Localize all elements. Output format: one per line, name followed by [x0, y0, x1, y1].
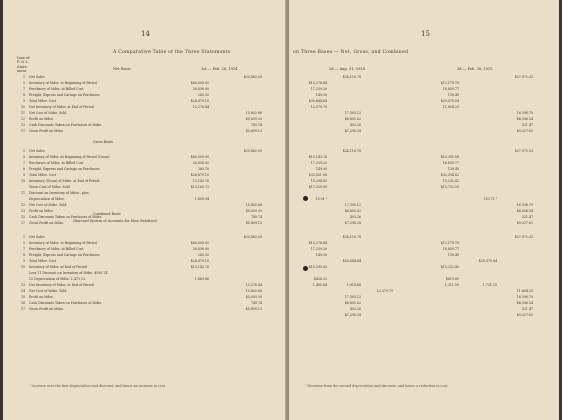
column-header-date: 1st — Feb. 28, 1914: [201, 67, 238, 71]
table-row: [289, 220, 559, 226]
cell-a: 149.00: [315, 167, 327, 171]
cell-a: 15,294.85: [310, 179, 327, 183]
cell-d: Net Inventory of Mdse. at End of Period: [29, 283, 94, 287]
left-page: [3, 0, 287, 420]
cell-a: $32,551.96: [308, 173, 327, 177]
cell-n: 10: [20, 179, 25, 183]
cell-a: $13,276.44: [308, 241, 327, 245]
cell-c1: $13,165.73: [190, 185, 209, 189]
cell-a: $30,684.64: [308, 99, 327, 103]
cell-c2: 15,802.66: [245, 111, 262, 115]
cell-c2: $20,862.05: [243, 75, 262, 79]
cell-e: 139.49: [447, 93, 459, 97]
cell-g: $8,506.54: [516, 209, 533, 213]
cell-d: Freight, Express and Cartage on Purchases: [29, 93, 100, 97]
cell-n: 17: [20, 221, 25, 225]
cell-n: 16: [20, 301, 25, 305]
cell-c2: $20,862.05: [243, 235, 262, 239]
cell-c2: $5,059.39: [245, 295, 262, 299]
column-header-feb: 3d — Feb. 28, 1915: [457, 67, 493, 71]
cell-d: Freight, Express and Cartage on Purchases: [29, 167, 100, 171]
cell-e: 15,232.42: [442, 179, 459, 183]
cell-a: 17,259.20: [310, 87, 327, 91]
cell-n: 13: [20, 283, 25, 287]
cell-e: 1,311.55: [444, 283, 459, 287]
cell-n: 5: [22, 81, 25, 85]
cell-g: 16,598.79: [516, 203, 533, 207]
cell-b: 493.26: [349, 307, 361, 311]
table-title-continued: on Three Bases — Net, Gross, and Combined: [293, 50, 409, 55]
cell-d: Depreciation of Mdse.: [29, 197, 65, 201]
table-title: A Comparative Table of the Three Statements: [113, 50, 231, 55]
cell-d: Net Sales: [29, 235, 45, 239]
cell-n: 17: [20, 307, 25, 311]
cell-f: 153.71 ¹: [483, 197, 497, 201]
cell-d: Gross Profit on Mdse.: [29, 221, 65, 225]
cell-c1: $60,000.00: [190, 155, 209, 159]
cell-g: 11,804.25: [516, 289, 533, 293]
page-number: 14: [141, 30, 150, 38]
cell-n: 7: [22, 87, 25, 91]
cell-g: 16,598.79: [516, 111, 533, 115]
cell-n: 13: [20, 209, 25, 213]
cell-n: 11: [20, 191, 25, 195]
cell-n: 9: [22, 259, 25, 263]
cell-d: Net Inventory of Mdse. at End of Period: [29, 105, 94, 109]
cell-c1: 13,143.76: [192, 179, 209, 183]
cell-d: Inventory of Mdse. at Beginning of Period: [29, 81, 97, 85]
cell-n: 8: [22, 167, 25, 171]
cell-e: $12,579.79: [440, 81, 459, 85]
footnote: ¹ Increase over the first depreciation and discount, and hence an increase in cost.: [29, 384, 166, 388]
cell-e: 11,804.25: [442, 105, 459, 109]
cell-b: 493.26: [349, 123, 361, 127]
cell-d: Cash Discounts Taken on Purchases of Mdse.: [29, 301, 103, 305]
cell-d: Net Cost of Mdse. Sold: [29, 203, 67, 207]
cell-d: Net Sales: [29, 149, 45, 153]
cell-n: 7: [22, 247, 25, 251]
cell-c2: 749.74: [250, 301, 262, 305]
cell-a: $13,276.44: [308, 81, 327, 85]
cell-d: Net Cost of Mdse. Sold: [29, 111, 67, 115]
cell-c1: $26,879.10: [190, 259, 209, 263]
cell-a: 149.00: [315, 253, 327, 257]
cell-d: Purchases of Mdse. at Billed Cost: [29, 161, 84, 165]
cell-c: 12,579.79: [376, 289, 393, 293]
cell-c2: $5,809.13: [245, 129, 262, 133]
cell-b: $6,805.02: [344, 301, 361, 305]
cell-d: Net Cost of Mdse. Sold: [29, 289, 67, 293]
cell-c2: 15,802.66: [245, 289, 262, 293]
cell-b: $30,684.64: [342, 259, 361, 263]
cell-a: 12,579.79: [310, 105, 327, 109]
cell-c1: $26,879.10: [190, 173, 209, 177]
cell-c1: 26,836.00: [192, 247, 209, 251]
cell-d: Cash Discounts Taken on Purchases of Mdse.: [29, 123, 103, 127]
cell-c2: $20,862.05: [243, 149, 262, 153]
cell-d: Total Mdse. Cost: [29, 99, 57, 103]
cell-e: $15,232.45: [440, 265, 459, 269]
cell-e: 16,859.77: [442, 87, 459, 91]
cell-a: 17,259.20: [310, 161, 327, 165]
cell-n: 12: [20, 117, 25, 121]
column-header-aug: 2d — Aug. 31, 1914: [329, 67, 365, 71]
right-page: [289, 0, 559, 420]
cell-c1: 263.10: [197, 253, 209, 257]
cell-e: 16,859.77: [442, 247, 459, 251]
cell-f: $29,579.04: [478, 259, 497, 263]
cell-d: Cash Discounts Taken on Purchases of Mdse.: [29, 215, 103, 219]
cell-n: 1: [22, 75, 25, 79]
cell-e: 16,859.77: [442, 161, 459, 165]
cell-a: 15.01 ¹: [315, 197, 327, 201]
cell-d: 12 Depreciation of Mdse. 1,473.12: [29, 277, 86, 281]
cell-g: 521.47: [521, 307, 533, 311]
cell-c1: $15,143.76: [190, 265, 209, 269]
cell-c1: 263.10: [197, 167, 209, 171]
cell-g: $9,027.61: [516, 313, 533, 317]
cell-g: $8,506.54: [516, 301, 533, 305]
cell-n: 5: [22, 155, 25, 159]
table-row: [3, 306, 287, 312]
cell-b: 493.26: [349, 215, 361, 219]
cell-d: Total Mdse. Cost: [29, 259, 57, 263]
cell-c1: $26,879.10: [190, 99, 209, 103]
cell-d: Gross Cost of Mdse. Sold: [29, 185, 70, 189]
column-side-label: Line of P. & L. State- ment: [17, 56, 30, 74]
table-row: [3, 128, 287, 134]
cell-n: 13: [20, 123, 25, 127]
cell-d: Profit on Mdse.: [29, 295, 54, 299]
cell-b: 1,914.88: [346, 283, 361, 287]
section-heading: Combined Basis: [93, 212, 121, 216]
column-header-net: Net Basis: [113, 67, 131, 71]
cell-c1: 26,836.00: [192, 87, 209, 91]
cell-a: $15,295.85: [308, 265, 327, 269]
cell-g: 16,598.79: [516, 295, 533, 299]
cell-b: 17,305.12: [344, 295, 361, 299]
cell-e: 139.49: [447, 167, 459, 171]
cell-b: $24,110.78: [342, 75, 361, 79]
cell-n: 12: [20, 203, 25, 207]
cell-b: $7,298.28: [344, 313, 361, 317]
cell-d: Less 11 Discount on Inventory of Mdse. $590.74: [29, 271, 108, 275]
cell-c1: $60,000.00: [190, 81, 209, 85]
cell-n: 15: [20, 215, 25, 219]
cell-n: 9: [22, 173, 25, 177]
cell-b: $6,805.02: [344, 209, 361, 213]
cell-e: $15,395.56: [440, 155, 459, 159]
cell-n: 1: [22, 235, 25, 239]
cell-d: Inventory (Gross) of Mdse. at End of Period: [29, 179, 100, 183]
cell-c2: $5,809.13: [245, 307, 262, 311]
table-row: [289, 312, 559, 318]
cell-c2: $5,809.13: [245, 221, 262, 225]
cell-e: $12,579.79: [440, 241, 459, 245]
cell-e: $29,579.04: [440, 99, 459, 103]
cell-c2: 749.74: [250, 123, 262, 127]
cell-b: $7,298.28: [344, 221, 361, 225]
cell-n: 10: [20, 105, 25, 109]
cell-b: $24,110.78: [342, 149, 361, 153]
cell-g: 521.47: [521, 215, 533, 219]
cell-d: Net Sales: [29, 75, 45, 79]
cell-d: Inventory of Mdse. at Beginning of Period (Gross): [29, 155, 110, 159]
cell-b: $7,298.28: [344, 129, 361, 133]
cell-n: 14: [20, 289, 25, 293]
cell-c1: 1,809.94: [194, 197, 209, 201]
cell-n: 9: [22, 99, 25, 103]
cell-c1: $60,000.00: [190, 241, 209, 245]
section-heading: Gross Basis: [93, 140, 114, 144]
cell-n: 8: [22, 253, 25, 257]
cell-c2: 15,802.66: [245, 203, 262, 207]
cell-g: $9,027.61: [516, 221, 533, 225]
cell-c1: 12,276.44: [192, 105, 209, 109]
cell-b: $6,805.02: [344, 117, 361, 121]
cell-c1: 263.10: [197, 93, 209, 97]
cell-c2: $5,059.39: [245, 209, 262, 213]
cell-n: 17: [20, 129, 25, 133]
cell-g: $9,027.61: [516, 129, 533, 133]
cell-e: $32,394.82: [440, 173, 459, 177]
cell-g: $27,972.33: [514, 75, 533, 79]
cell-d: Profit on Mdse.: [29, 209, 54, 213]
cell-e: 139.49: [447, 253, 459, 257]
cell-n: 1: [22, 149, 25, 153]
cell-n: 10: [20, 265, 25, 269]
cell-d: Profit on Mdse.: [29, 117, 54, 121]
cell-e: $619.60: [445, 277, 459, 281]
cell-d: Purchases of Mdse. at Billed Cost: [29, 247, 84, 251]
cell-c1: 26,836.00: [192, 161, 209, 165]
cell-d: Inventory of Mdse. at End of Period: [29, 265, 87, 269]
cell-c2: $5,059.39: [245, 117, 262, 121]
cell-n: 11: [20, 111, 25, 115]
cell-d: Gross Profit on Mdse.: [29, 307, 65, 311]
cell-c2: 13,276.44: [245, 283, 262, 287]
cell-a: 149.00: [315, 93, 327, 97]
cell-n: 7: [22, 161, 25, 165]
cell-d: Purchases of Mdse. at Billed Cost: [29, 87, 84, 91]
cell-b: 17,305.12: [344, 111, 361, 115]
cell-f: 1,731.15: [482, 283, 497, 287]
cell-d: Freight, Express and Cartage on Purchases: [29, 253, 100, 257]
cell-g: 521.47: [521, 123, 533, 127]
cell-n: 8: [22, 93, 25, 97]
table-row: [289, 128, 559, 134]
cell-d: Inventory of Mdse. at Beginning of Period: [29, 241, 97, 245]
cell-g: $27,972.33: [514, 149, 533, 153]
cell-a: 17,259.20: [310, 247, 327, 251]
section-subheading: (Harvard System of Accounts for Shoe Retailers): [73, 219, 158, 223]
cell-b: $24,110.78: [342, 235, 361, 239]
cell-a: $17,259.00: [308, 185, 327, 189]
cell-g: $8,506.54: [516, 117, 533, 121]
cell-n: 15: [20, 295, 25, 299]
cell-e: $15,752.50: [440, 185, 459, 189]
footnote: ¹ Decrease from the second depreciation and discount, and hence a reduction in cost.: [305, 384, 449, 388]
cell-g: $27,972.33: [514, 235, 533, 239]
cell-a: $15,143.76: [308, 155, 327, 159]
cell-c1: 1,869.86: [194, 277, 209, 281]
cell-c2: 749.74: [250, 215, 262, 219]
cell-d: Gross Profit on Mdse.: [29, 129, 65, 133]
cell-n: 5: [22, 241, 25, 245]
cell-b: 17,305.12: [344, 203, 361, 207]
cell-a: 1,490.64: [312, 283, 327, 287]
cell-d: Discount on Inventory of Mdse., plus: [29, 191, 89, 195]
cell-d: Total Mdse. Cost: [29, 173, 57, 177]
cell-a: $420.23: [313, 277, 327, 281]
page-number: 15: [421, 30, 430, 38]
